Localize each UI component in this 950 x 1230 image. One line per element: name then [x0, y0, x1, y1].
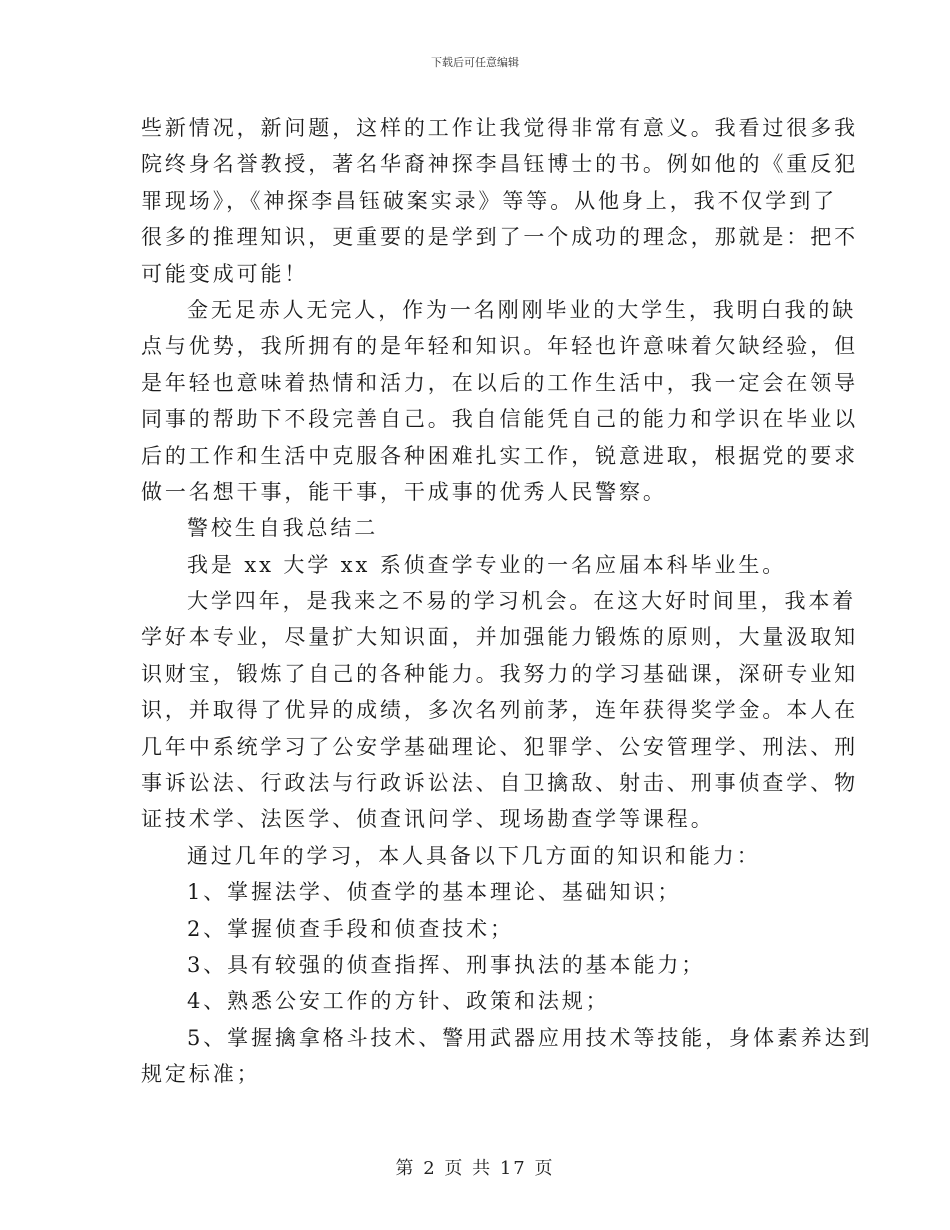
- text-line: 些新情况，新问题，这样的工作让我觉得非常有意义。我看过很多我: [141, 116, 858, 140]
- text-line: 几年中系统学习了公安学基础理论、犯罪学、公安管理学、刑法、刑: [141, 734, 858, 759]
- text-line: 是年轻也意味着热情和活力，在以后的工作生活中，我一定会在领导: [141, 370, 858, 395]
- text-line: 后的工作和生活中克服各种困难扎实工作，锐意进取，根据党的要求: [141, 443, 858, 468]
- section-heading: 警校生自我总结二: [187, 516, 379, 541]
- list-item: 1、掌握法学、侦查学的基本理论、基础知识；: [187, 880, 682, 905]
- text-line: 金无足赤人无完人，作为一名刚刚毕业的大学生，我明白我的缺: [187, 297, 857, 322]
- text-line: 通过几年的学习，本人具备以下几方面的知识和能力：: [187, 843, 761, 868]
- text-line: 做一名想干事，能干事，干成事的优秀人民警察。: [141, 479, 667, 504]
- list-item: 4、熟悉公安工作的方针、政策和法规；: [187, 989, 610, 1014]
- text-line: 学好本专业，尽量扩大知识面，并加强能力锻炼的原则，大量汲取知: [141, 625, 858, 650]
- text-line: 罪现场》，《神探李昌钰破案实录》等等。从他身上，我不仅学到了: [141, 188, 837, 213]
- list-item: 2、掌握侦查手段和侦查技术；: [187, 916, 514, 941]
- text-line: 点与优势，我所拥有的是年轻和知识。年轻也许意味着欠缺经验，但: [141, 334, 858, 359]
- document-body: [141, 110, 873, 1093]
- list-item: 5、掌握擒拿格斗技术、警用武器应用技术等技能，身体素养达到: [187, 1025, 873, 1050]
- page-number: 第 2 页 共 17 页: [395, 1158, 555, 1179]
- text-line: 我是 xx 大学 xx 系侦查学专业的一名应届本科毕业生。: [187, 552, 787, 577]
- text-line: 大学四年，是我来之不易的学习机会。在这大好时间里，我本着: [187, 589, 857, 614]
- text-line: 识，并取得了优异的成绩，多次名列前茅，连年获得奖学金。本人在: [141, 698, 858, 723]
- text-line: 证技术学、法医学、侦查讯问学、现场勘查学等课程。: [141, 807, 715, 832]
- text-line: 院终身名誉教授，著名华裔神探李昌钰博士的书。例如他的《重反犯: [141, 152, 858, 177]
- text-line: 识财宝，锻炼了自己的各种能力。我努力的学习基础课，深研专业知: [141, 661, 858, 686]
- text-line: 可能变成可能！: [141, 261, 309, 286]
- list-item: 3、具有较强的侦查指挥、刑事执法的基本能力；: [187, 952, 706, 977]
- download-note: 下载后可任意编辑: [431, 56, 519, 69]
- text-line: 很多的推理知识，更重要的是学到了一个成功的理念，那就是：把不: [141, 225, 858, 250]
- text-line: 规定标准；: [141, 1062, 261, 1087]
- text-line: 同事的帮助下不段完善自己。我自信能凭自己的能力和学识在毕业以: [141, 407, 858, 432]
- text-line: 事诉讼法、行政法与行政诉讼法、自卫擒敌、射击、刑事侦查学、物: [141, 771, 858, 796]
